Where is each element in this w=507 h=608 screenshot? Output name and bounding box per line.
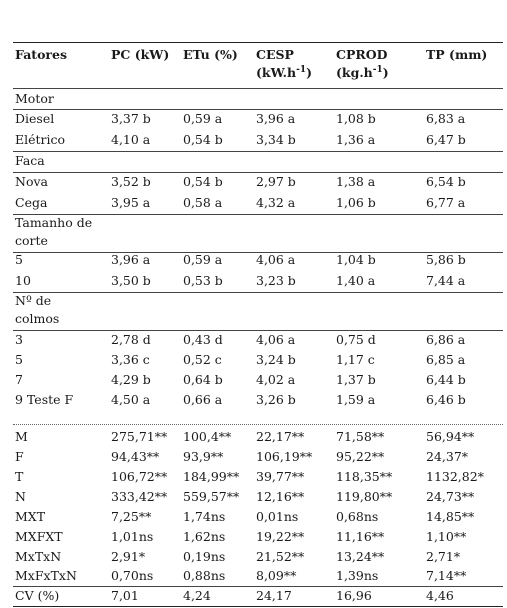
table-row bbox=[13, 547, 503, 567]
table-cell-col5: 24,37* bbox=[426, 449, 469, 464]
table-cell-col4: 11,16** bbox=[336, 529, 385, 544]
table-cell-col0: T bbox=[15, 469, 24, 484]
table-cell-col5: 6,85 a bbox=[426, 352, 466, 367]
table-cell-col1: 94,43** bbox=[111, 449, 160, 464]
table-cell-col3: 3,26 b bbox=[256, 392, 296, 407]
table-row bbox=[13, 109, 503, 129]
table-cell-col5: 2,71* bbox=[426, 549, 461, 564]
table-row bbox=[13, 566, 503, 586]
table-cell-col3: 24,17 bbox=[256, 588, 292, 603]
table-cell-col5: 6,54 b bbox=[426, 174, 466, 189]
table-cell-col2: 0,52 c bbox=[183, 352, 222, 367]
table-cell-col1: 2,91* bbox=[111, 549, 146, 564]
group-label-faca bbox=[13, 151, 503, 171]
table-cell-col0: Motor bbox=[15, 91, 54, 106]
table-cell-col4: 1,40 a bbox=[336, 273, 376, 288]
table-cell-col5: 6,44 b bbox=[426, 372, 466, 387]
table-cell-col2: 0,54 b bbox=[183, 132, 223, 147]
table-cell-col3: 2,97 b bbox=[256, 174, 296, 189]
table-cell-col5: 56,94** bbox=[426, 429, 475, 444]
table-cell-col0: Nova bbox=[15, 174, 48, 189]
table-cell-col4: 1,37 b bbox=[336, 372, 376, 387]
table-cell-col0: 5 bbox=[15, 352, 23, 367]
table-cell-col1: 3,37 b bbox=[111, 111, 151, 126]
table-cell-col0: 7 bbox=[15, 372, 23, 387]
group-label-motor bbox=[13, 89, 503, 109]
table-cell-col2: 0,59 a bbox=[183, 111, 223, 126]
table-cell-col5: 7,14** bbox=[426, 568, 467, 583]
table-cell-col4: 1,06 b bbox=[336, 195, 376, 210]
table-cell-col2: 0,58 a bbox=[183, 195, 223, 210]
table-cell-col3: 3,96 a bbox=[256, 111, 296, 126]
header-cesp-unit: $(kW.h^{-1})$ bbox=[256, 64, 313, 80]
table-cell-col3: 0,01ns bbox=[256, 509, 299, 524]
table-row bbox=[13, 507, 503, 527]
table-cell-col0: MXT bbox=[15, 509, 46, 524]
table-row-cv bbox=[13, 586, 503, 606]
table-cell-col3: 22,17** bbox=[256, 429, 305, 444]
table-cell-col4: 13,24** bbox=[336, 549, 385, 564]
table-cell-col5: 6,46 b bbox=[426, 392, 466, 407]
table-cell-col4: 95,22** bbox=[336, 449, 385, 464]
table-cell-col4: 1,38 a bbox=[336, 174, 376, 189]
header-cesp bbox=[256, 46, 312, 82]
table-cell-col5: 5,86 b bbox=[426, 252, 466, 267]
table-cell-col3: 4,02 a bbox=[256, 372, 296, 387]
section-separator bbox=[13, 424, 503, 425]
table-cell-col0: 10 bbox=[15, 273, 31, 288]
table-row bbox=[13, 427, 503, 447]
header-fatores: Fatores bbox=[15, 47, 67, 62]
table-cell-col5: 14,85** bbox=[426, 509, 475, 524]
table-cell-col2: 0,88ns bbox=[183, 568, 226, 583]
header-etu: ETu (%) bbox=[183, 47, 238, 62]
table-cell-col0: Cega bbox=[15, 195, 48, 210]
table-cell-col0: N bbox=[15, 489, 26, 504]
table-cell-col2: 0,43 d bbox=[183, 332, 223, 347]
table-row bbox=[13, 350, 503, 370]
table-cell-col5: 7,44 a bbox=[426, 273, 466, 288]
table-row bbox=[13, 447, 503, 467]
table-cell-col4: 118,35** bbox=[336, 469, 393, 484]
table-cell-col0: Tamanho de corte bbox=[15, 215, 93, 248]
table-cell-col1: 7,01 bbox=[111, 588, 139, 603]
table-cell-col3: 12,16** bbox=[256, 489, 305, 504]
table-cell-col2: 0,19ns bbox=[183, 549, 226, 564]
table-cell-col2: 1,74ns bbox=[183, 509, 226, 524]
table-cell-col3: 39,77** bbox=[256, 469, 305, 484]
table-cell-col1: 3,52 b bbox=[111, 174, 151, 189]
table-cell-col4: 0,75 d bbox=[336, 332, 376, 347]
table-cell-col2: 184,99** bbox=[183, 469, 240, 484]
table-row bbox=[13, 172, 503, 192]
table-cell-col1: 7,25** bbox=[111, 509, 152, 524]
table-cell-col0: CV (%) bbox=[15, 588, 60, 603]
table-cell-col1: 3,95 a bbox=[111, 195, 151, 210]
table-cell-col1: 3,96 a bbox=[111, 252, 151, 267]
table-cell-col3: 21,52** bbox=[256, 549, 305, 564]
table-cell-col5: 6,47 b bbox=[426, 132, 466, 147]
table-cell-col0: 9 Teste F bbox=[15, 392, 74, 407]
table-cell-col4: 1,17 c bbox=[336, 352, 375, 367]
table-cell-col1: 0,70ns bbox=[111, 568, 154, 583]
header-cesp-label: CESP bbox=[256, 47, 294, 62]
table-cell-col1: 4,10 a bbox=[111, 132, 151, 147]
table-row bbox=[13, 467, 503, 487]
table-row bbox=[13, 271, 503, 291]
table-cell-col3: 19,22** bbox=[256, 529, 305, 544]
group-label-colmos bbox=[13, 292, 503, 330]
table-cell-col1: 1,01ns bbox=[111, 529, 154, 544]
table-row bbox=[13, 370, 503, 390]
header-cprod-unit: $(kg.h^{-1})$ bbox=[336, 64, 389, 80]
table-cell-col2: 559,57** bbox=[183, 489, 240, 504]
table-row bbox=[13, 390, 503, 410]
table-cell-col3: 106,19** bbox=[256, 449, 313, 464]
table-cell-col0: F bbox=[15, 449, 24, 464]
header-pc: PC (kW) bbox=[111, 47, 170, 62]
table-top-rule bbox=[13, 42, 503, 43]
table-cell-col1: 4,29 b bbox=[111, 372, 151, 387]
table-cell-col5: 24,73** bbox=[426, 489, 475, 504]
header-cprod bbox=[336, 46, 389, 82]
results-table bbox=[13, 0, 503, 608]
table-cell-col5: 1132,82* bbox=[426, 469, 484, 484]
table-cell-col0: MXFXT bbox=[15, 529, 63, 544]
table-cell-col1: 106,72** bbox=[111, 469, 168, 484]
table-cell-col5: 6,83 a bbox=[426, 111, 466, 126]
table-cell-col4: 1,08 b bbox=[336, 111, 376, 126]
table-cell-col1: 275,71** bbox=[111, 429, 168, 444]
table-cell-col4: 1,04 b bbox=[336, 252, 376, 267]
table-cell-col0: M bbox=[15, 429, 28, 444]
table-cell-col1: 3,36 c bbox=[111, 352, 150, 367]
table-cell-col3: 4,06 a bbox=[256, 332, 296, 347]
table-cell-col5: 6,77 a bbox=[426, 195, 466, 210]
table-cell-col2: 0,53 b bbox=[183, 273, 223, 288]
table-cell-col2: 0,64 b bbox=[183, 372, 223, 387]
table-cell-col3: 3,23 b bbox=[256, 273, 296, 288]
header-cprod-label: CPROD bbox=[336, 47, 388, 62]
table-cell-col4: 1,36 a bbox=[336, 132, 376, 147]
table-cell-col2: 0,66 a bbox=[183, 392, 223, 407]
table-cell-col4: 119,80** bbox=[336, 489, 393, 504]
table-cell-col0: Nº de colmos bbox=[15, 293, 60, 326]
table-cell-col1: 4,50 a bbox=[111, 392, 151, 407]
table-cell-col3: 4,06 a bbox=[256, 252, 296, 267]
table-cell-col5: 1,10** bbox=[426, 529, 467, 544]
table-row bbox=[13, 250, 503, 270]
table-cell-col2: 93,9** bbox=[183, 449, 224, 464]
table-row bbox=[13, 527, 503, 547]
table-cell-col2: 0,59 a bbox=[183, 252, 223, 267]
table-cell-col1: 2,78 d bbox=[111, 332, 151, 347]
header-tp: TP (mm) bbox=[426, 47, 488, 62]
table-cell-col2: 1,62ns bbox=[183, 529, 226, 544]
table-row bbox=[13, 130, 503, 150]
table-cell-col0: 3 bbox=[15, 332, 23, 347]
table-cell-col0: 5 bbox=[15, 252, 23, 267]
table-cell-col0: MxTxN bbox=[15, 549, 62, 564]
table-cell-col2: 4,24 bbox=[183, 588, 211, 603]
table-cell-col0: Elétrico bbox=[15, 132, 66, 147]
table-cell-col3: 3,34 b bbox=[256, 132, 296, 147]
table-cell-col4: 16,96 bbox=[336, 588, 372, 603]
table-cell-col0: MxFxTxN bbox=[15, 568, 77, 583]
table-cell-col4: 1,59 a bbox=[336, 392, 376, 407]
table-cell-col2: 100,4** bbox=[183, 429, 232, 444]
table-cell-col4: 1,39ns bbox=[336, 568, 379, 583]
table-cell-col3: 4,32 a bbox=[256, 195, 296, 210]
table-cell-col0: Faca bbox=[15, 153, 45, 168]
table-cell-col4: 71,58** bbox=[336, 429, 385, 444]
table-cell-col3: 8,09** bbox=[256, 568, 297, 583]
table-cell-col4: 0,68ns bbox=[336, 509, 379, 524]
table-cell-col5: 4,46 bbox=[426, 588, 454, 603]
table-cell-col1: 333,42** bbox=[111, 489, 168, 504]
table-row bbox=[13, 193, 503, 213]
table-row bbox=[13, 487, 503, 507]
table-cell-col5: 6,86 a bbox=[426, 332, 466, 347]
table-cell-col3: 3,24 b bbox=[256, 352, 296, 367]
table-bottom-rule bbox=[13, 606, 503, 607]
table-row bbox=[13, 330, 503, 350]
table-cell-col0: Diesel bbox=[15, 111, 55, 126]
table-cell-col1: 3,50 b bbox=[111, 273, 151, 288]
table-cell-col2: 0,54 b bbox=[183, 174, 223, 189]
group-label-tamanho bbox=[13, 214, 503, 252]
table-header bbox=[13, 46, 503, 86]
